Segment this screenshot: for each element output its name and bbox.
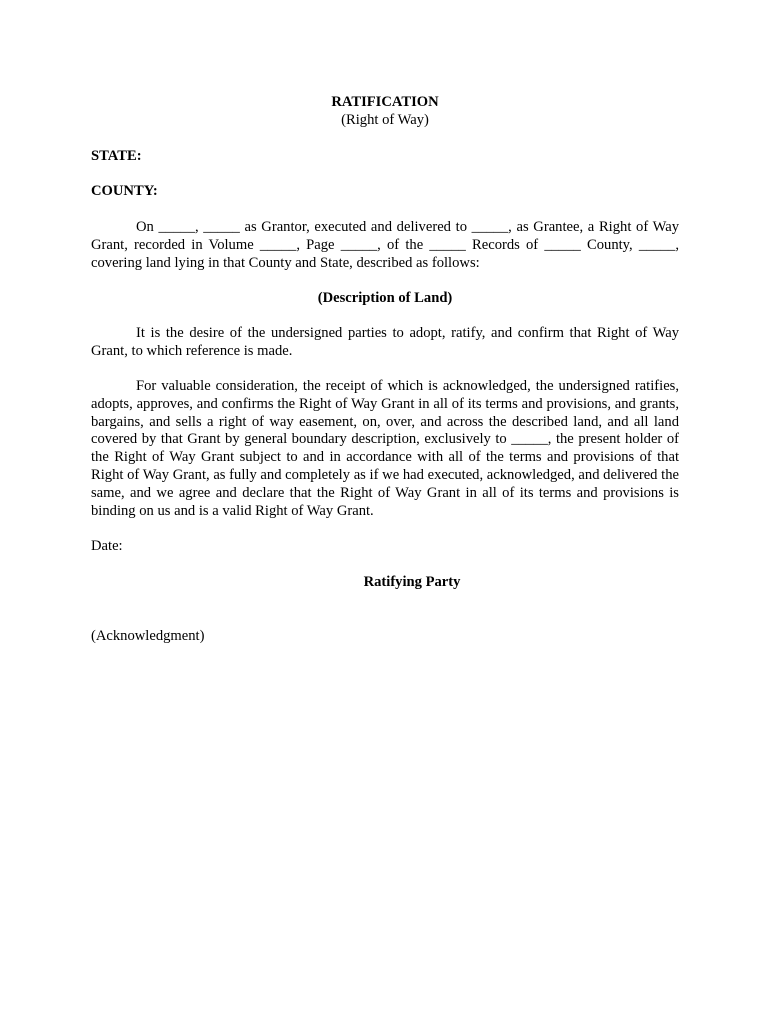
county-label: COUNTY:	[91, 183, 158, 200]
grant-paragraph: On _____, _____ as Grantor, executed and delivered to _____, as Grantee, a Right of Way Grant, recorded in Volume _____, Page _____, of the _____ Records of _____ County, _____, covering land lying in that County and State, described as follows:	[91, 219, 679, 271]
consideration-paragraph: For valuable consideration, the receipt of which is acknowledged, the undersigned ratifies, adopts, approves, and confirms the Right of Way Grant in all of its terms and provisions, and grants, bargains, and sells a right of way easement, on, over, and across the described land, and all land covered by that Grant by general boundary description, exclusively to _____, the present holder of the Right of Way Grant subject to and in accordance with all of the terms and provisions of that Right of Way Grant, as fully and completely as if we had executed, acknowledged, and delivered the same, and we agree and declare that the Right of Way Grant in all of its terms and provisions is binding on us and is a valid Right of Way Grant.	[91, 377, 679, 519]
document-body	[91, 94, 679, 646]
document-subtitle: (Right of Way)	[341, 111, 429, 128]
date-label: Date:	[91, 538, 123, 555]
desire-paragraph: It is the desire of the undersigned parties to adopt, ratify, and confirm that Right of Way Grant, to which reference is made.	[91, 325, 679, 360]
acknowledgment-label: (Acknowledgment)	[91, 627, 205, 644]
state-label: STATE:	[91, 147, 142, 164]
document-title: RATIFICATION	[331, 94, 439, 110]
signature-label: Ratifying Party	[363, 574, 461, 591]
description-heading: (Description of Land)	[317, 289, 453, 306]
